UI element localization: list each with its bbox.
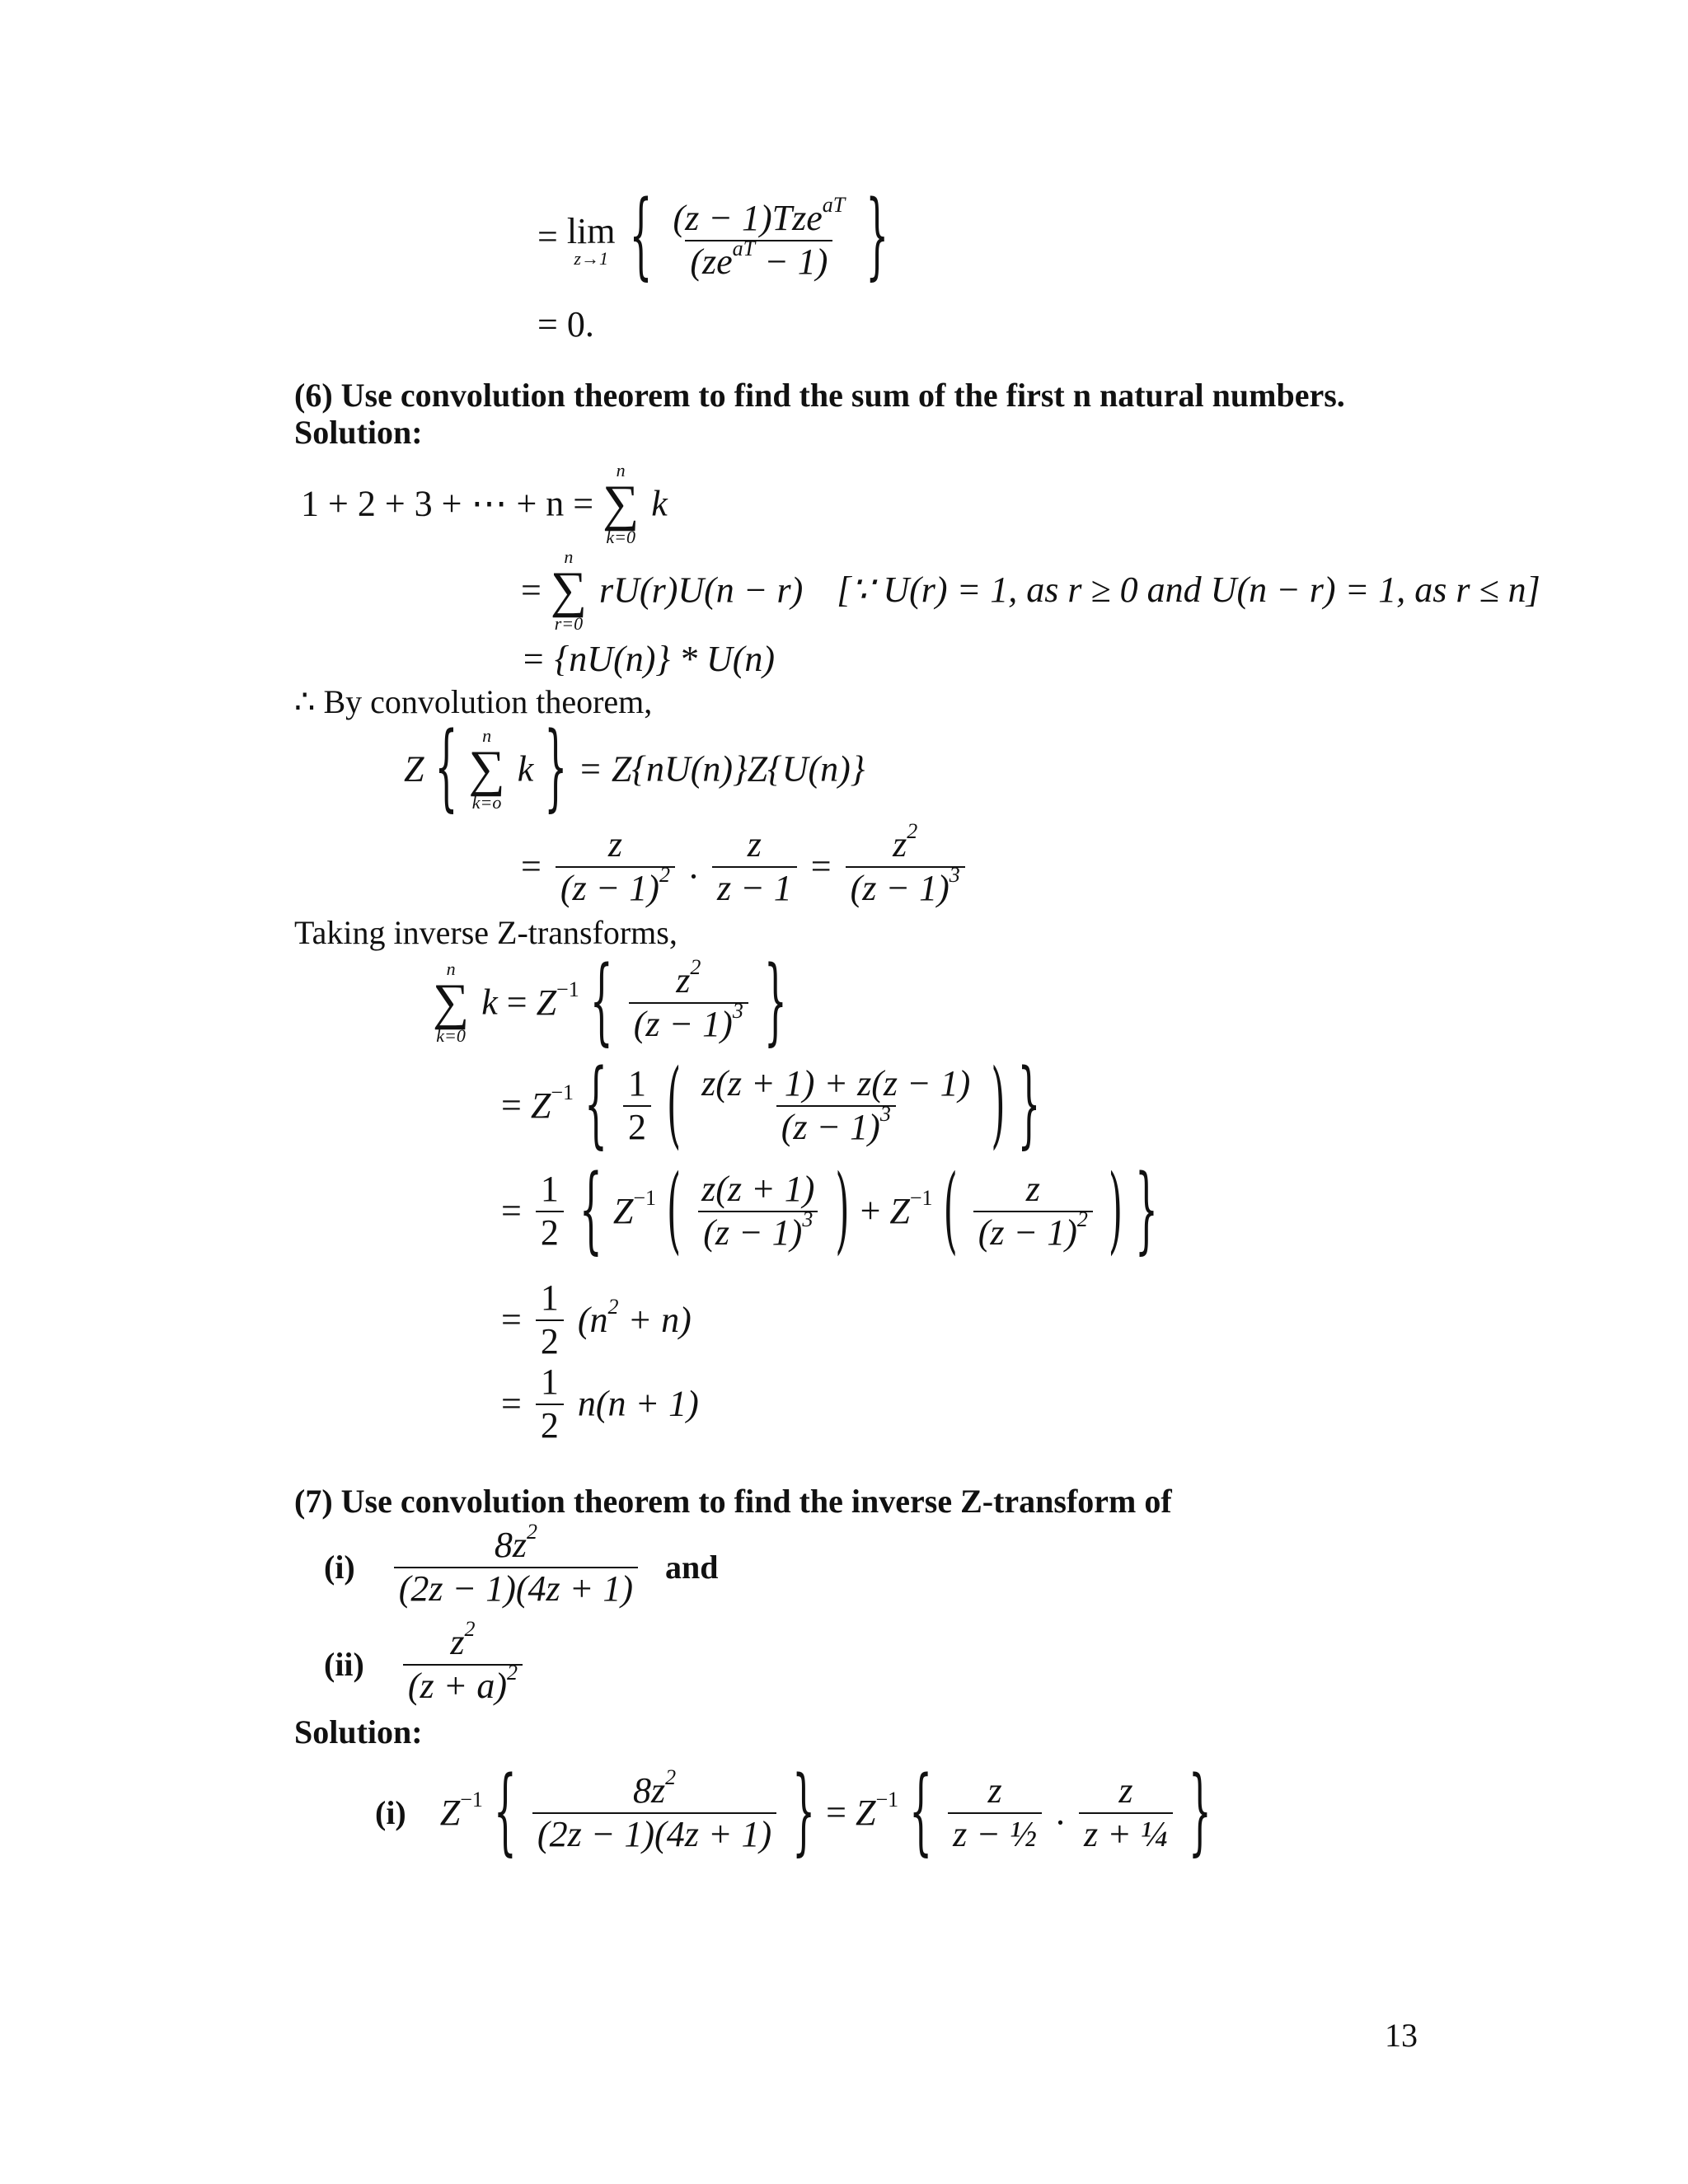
solution-label-7: Solution: (294, 1713, 423, 1750)
z-transform-line: Z { n ∑ k=o k } = Z{nU(n)}Z{U(n)} (404, 713, 865, 823)
part-i-expression: (i) $\frac{8z^2}{(2z - 1)(4z + 1)}$ and (324, 1520, 719, 1609)
therefore-text: ∴ By convolution theorem, (294, 683, 653, 720)
sum-line-3: = {nU(n)} * U(n) (521, 639, 776, 679)
inverse-line-5: = $\frac{1}{2}$ n(n + 1) (501, 1361, 699, 1446)
taking-inverse-text: Taking inverse Z-transforms, (294, 914, 678, 951)
question-6-heading: (6) Use convolution theorem to find the sum of the first n natural numbers. (294, 377, 1345, 414)
inverse-line-4: = $\frac{1}{2}$ $(n^2 + n)$ (501, 1277, 692, 1361)
question-7-heading: (7) Use convolution theorem to find the inverse Z-transform of (294, 1483, 1172, 1520)
inverse-line-3: = $\frac{1}{2}$ { $Z^{-1}$ ( $\frac{z(z + 1)}{(z - 1)^3}$ ) + $Z^{-1}$ ( $\frac{z}{(z - 1)^2}$ ) } (501, 1155, 1159, 1265)
limit-result: = 0. (537, 304, 594, 344)
limit-fraction: $\frac{(z - 1)Tze^{aT}}{(ze^{aT} - 1)}$ (673, 193, 846, 282)
sum-line-2: = n ∑ r=0 rU(r)U(n − r) [∵ U(r) = 1, as r ≥ 0 and U(n − r) = 1, as r ≤ n] (521, 546, 1540, 634)
inverse-line-2: = $Z^{-1}$ { $\frac{1}{2}$ ( $\frac{z(z + 1) + z(z - 1)}{(z - 1)^3}$ ) } (501, 1049, 1041, 1160)
part-ii-expression: (ii) $\frac{z^2}{(z + a)^2}$ (324, 1622, 528, 1707)
limit-operator: lim z→1 (566, 210, 616, 269)
solution-label-6: Solution: (294, 414, 423, 451)
sum-line-1: 1 + 2 + 3 + ⋯ + n = n ∑ k=0 k (301, 460, 668, 547)
z-transform-result: = $\frac{z}{(z - 1)^2}$ . $\frac{z}{z - 1}$ = $\frac{z^2}{(z - 1)^3}$ (521, 824, 970, 909)
inverse-line-1: n ∑ k=0 $k = Z^{-1}$ { $\frac{z^2}{(z - 1)^3}$ } (433, 946, 787, 1057)
solution-i-expression: (i) $Z^{-1}$ { $\frac{8z^2}{(2z - 1)(4z + 1)}$ } = $Z^{-1}$ { $\frac{z}{\text{z − ½}}$ . $\frac{z}{\text{z + ¼}}$ } (375, 1756, 1212, 1867)
limit-expression: = lim z→1 { $\frac{(z - 1)Tze^{aT}}{(ze^{aT} - 1)}$ } (537, 181, 889, 291)
page-number: 13 (1385, 2017, 1418, 2054)
